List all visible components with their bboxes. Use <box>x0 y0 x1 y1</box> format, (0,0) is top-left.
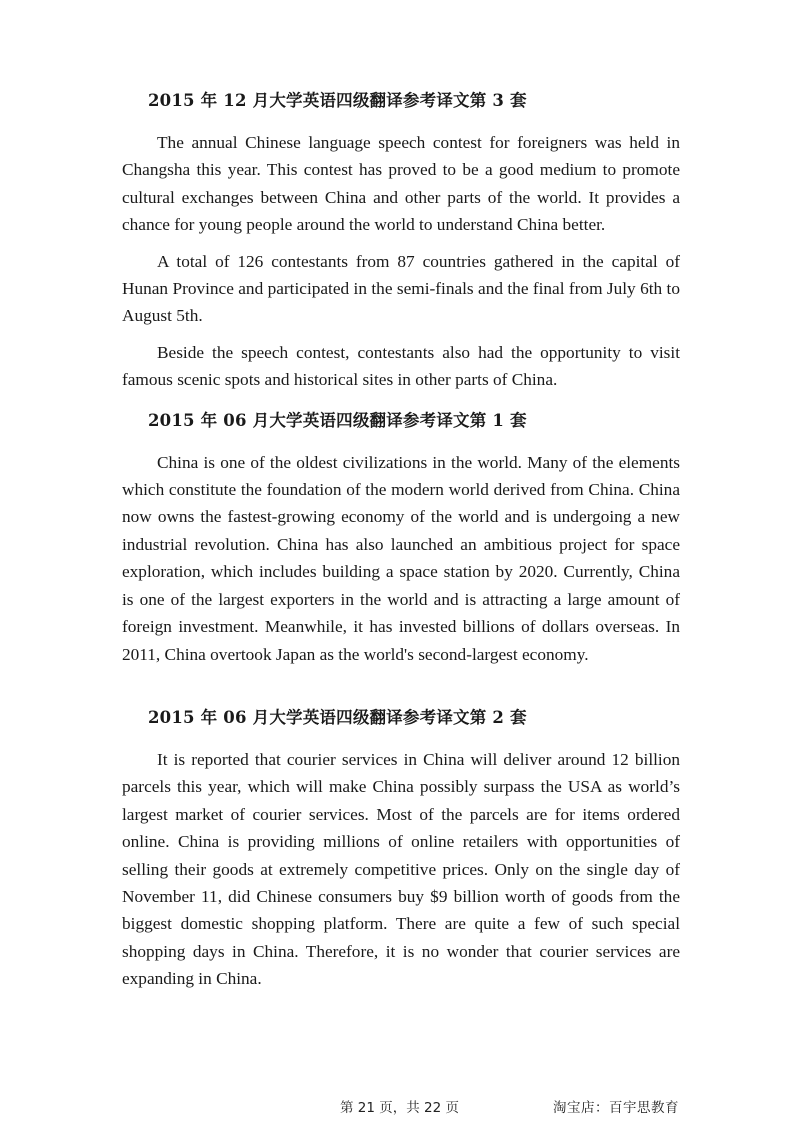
section-heading-jun-set2: 2015 年 06 月大学英语四级翻译参考译文第 2 套 <box>148 707 527 727</box>
paragraph: A total of 126 contestants from 87 countries gathered in the capital of Hunan Province and participated in the semi-finals and the final from July 6th to August 5th. <box>122 251 680 326</box>
shop-name: 淘宝店：百宇思教育 <box>553 1100 679 1116</box>
section-heading-dec-set3: 2015 年 12 月大学英语四级翻译参考译文第 3 套 <box>148 91 527 110</box>
section-heading-jun-set1: 2015 年 06 月大学英语四级翻译参考译文第 1 套 <box>148 410 527 430</box>
paragraph: China is one of the oldest civilizations in the world. Many of the elements which constitute the foundation of the modern world derived from China. China now owns the fastest-growing economy of the world and is undergoing a new industrial revolution. China has also launched an ambitious project for space exploration, which includes building a space station by 2020. Currently, China is one of the largest exporters in the world and is attracting a large amount of foreign investment. Meanwhile, it has invested billions of dollars overseas. In 2011, China overtook Japan as the world's second-largest economy. <box>122 452 680 664</box>
paragraph: It is reported that courier services in China will deliver around 12 billion parcels this year, which will make China possibly surpass the USA as world’s largest market of courier services. Most of the parcels are for items ordered online. China is providing millions of online retailers with opportunities of selling their goods at extremely competitive prices. Only on the single day of November 11, did Chinese consumers buy $9 billion worth of goods from the biggest domestic shopping platform. There are quite a few of such special shopping days in China. Therefore, it is no wonder that courier services are expanding in China. <box>122 749 680 989</box>
page-number: 第 21 页，共 22 页 <box>340 1100 460 1116</box>
paragraph: Beside the speech contest, contestants also had the opportunity to visit famous scenic spots and historical sites in other parts of China. <box>122 342 680 390</box>
paragraph: The annual Chinese language speech contest for foreigners was held in Changsha this year. This contest has proved to be a good medium to promote cultural exchanges between China and other parts of the world. It provides a chance for young people around the world to understand China better. <box>122 133 680 235</box>
document-body <box>122 86 680 993</box>
